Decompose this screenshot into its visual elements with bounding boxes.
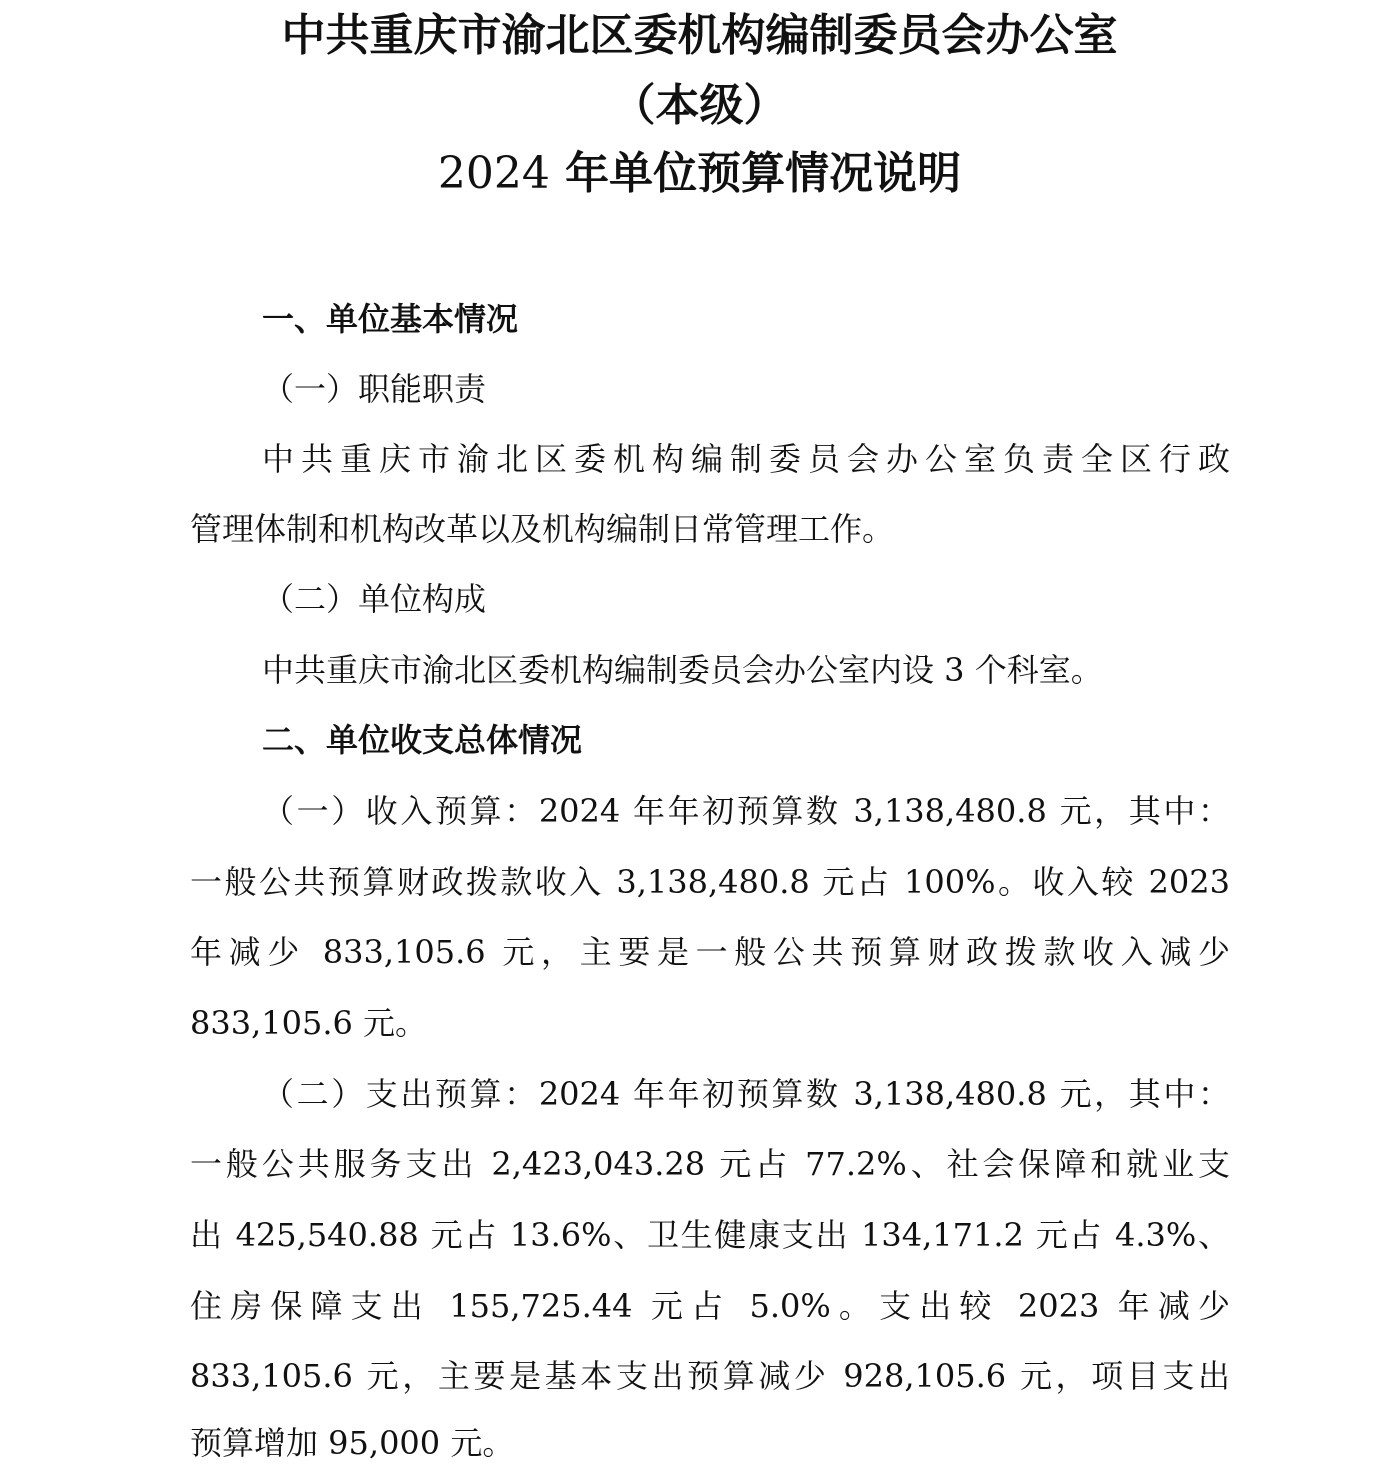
paragraph-line: 预算增加 95,000 元。 — [190, 1424, 515, 1462]
title-year: 2024 — [437, 148, 550, 199]
paragraph-line: 833,105.6 元，主要是基本支出预算减少 928,105.6 元，项目支出 — [190, 1357, 1230, 1395]
paragraph-line: 一般公共预算财政拨款收入 3,138,480.8 元占 100%。收入较 2023 — [190, 863, 1230, 901]
section1-heading: 一、单位基本情况 — [262, 300, 519, 338]
document-title-line1: 中共重庆市渝北区委机构编制委员会办公室 — [281, 10, 1118, 61]
document-title-line3 — [0, 144, 1399, 204]
section2-heading: 二、单位收支总体情况 — [262, 721, 583, 759]
sub1-heading: （一）职能职责 — [262, 370, 487, 408]
paragraph-line: （二）支出预算：2024 年年初预算数 3,138,480.8 元，其中： — [262, 1075, 1230, 1113]
paragraph-line: 一般公共服务支出 2,423,043.28 元占 77.2%、社会保障和就业支 — [190, 1145, 1230, 1183]
paragraph-line: 年减少 833,105.6 元，主要是一般公共预算财政拨款收入减少 — [190, 933, 1230, 971]
paragraph-line: 中共重庆市渝北区委机构编制委员会办公室负责全区行政 — [262, 440, 1230, 478]
paragraph-line: 出 425,540.88 元占 13.6%、卫生健康支出 134,171.2 元占 4.3%、 — [190, 1216, 1230, 1254]
paragraph-line: 中共重庆市渝北区委机构编制委员会办公室内设 3 个科室。 — [262, 651, 1103, 689]
document-title-line2: （本级） — [611, 80, 788, 131]
sub2-heading: （二）单位构成 — [262, 580, 487, 618]
paragraph-line: 833,105.6 元。 — [190, 1004, 428, 1042]
title-year-suffix: 年单位预算情况说明 — [549, 148, 962, 199]
paragraph-line: 住房保障支出 155,725.44 元占 5.0%。支出较 2023 年减少 — [190, 1287, 1230, 1325]
paragraph-line: （一）收入预算：2024 年年初预算数 3,138,480.8 元，其中： — [262, 792, 1230, 830]
paragraph-line: 管理体制和机构改革以及机构编制日常管理工作。 — [190, 510, 895, 548]
